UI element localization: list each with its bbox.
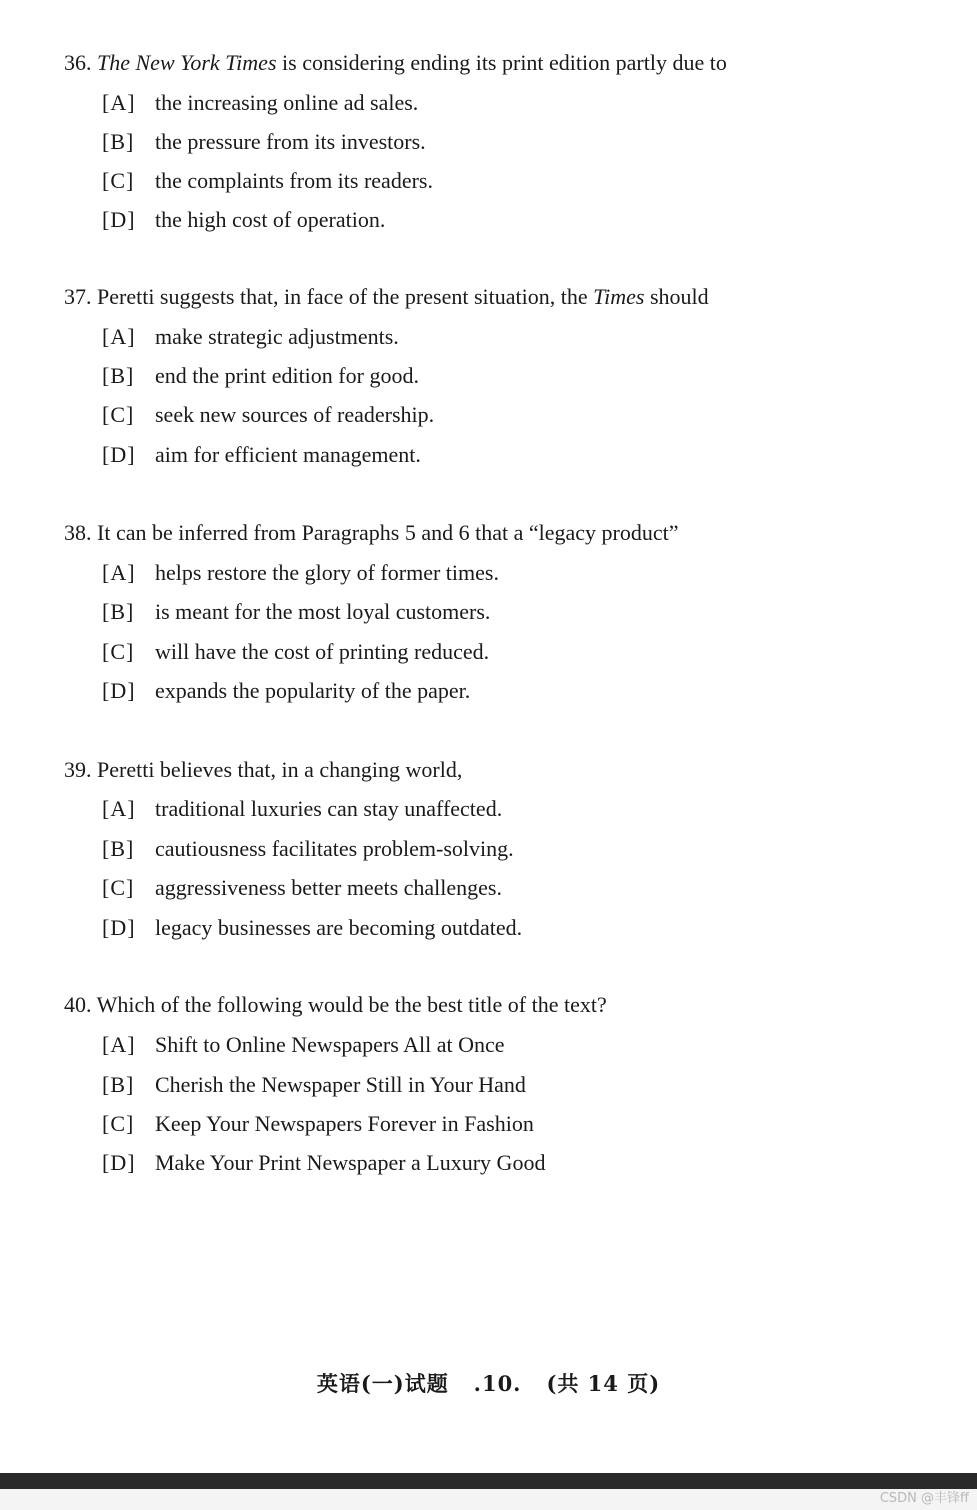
option-a: [A] traditional luxuries can stay unaffected. <box>102 796 503 821</box>
question-number: 37. <box>64 284 92 309</box>
question-number: 36. <box>64 50 92 75</box>
question-number: 40. <box>64 992 92 1017</box>
option-b: [B] is meant for the most loyal customers. <box>102 599 491 624</box>
option-c: [C] Keep Your Newspapers Forever in Fashion <box>102 1111 534 1136</box>
option-d: [D] Make Your Print Newspaper a Luxury Good <box>102 1150 546 1175</box>
footer-subject: 英语(一)试题 <box>316 1371 449 1396</box>
option-b: [B] the pressure from its investors. <box>102 129 426 154</box>
option-c: [C] will have the cost of printing reduced. <box>102 639 490 664</box>
question-stem: 40. Which of the following would be the best title of the text? <box>64 992 607 1017</box>
option-d: [D] the high cost of operation. <box>102 207 386 232</box>
watermark: CSDN @丰锋ff <box>879 1491 969 1506</box>
scan-edge-bar <box>0 1473 977 1489</box>
option-a: [A] Shift to Online Newspapers All at Once <box>102 1032 505 1057</box>
stem-italic: Times <box>593 284 645 309</box>
question-number: 39. <box>64 757 92 782</box>
question-stem: 37. Peretti suggests that, in face of the present situation, the Times should <box>64 284 709 309</box>
footer-total-pages: (共 14 页) <box>546 1371 661 1396</box>
option-d: [D] expands the popularity of the paper. <box>102 678 471 703</box>
question-stem: 39. Peretti believes that, in a changing world, <box>64 757 463 782</box>
bottom-strip <box>0 1489 977 1510</box>
option-a: [A] helps restore the glory of former times. <box>102 560 499 585</box>
footer-page-number: .10. <box>473 1371 522 1396</box>
question-stem: 38. It can be inferred from Paragraphs 5 and 6 that a “legacy product” <box>64 520 679 545</box>
option-c: [C] the complaints from its readers. <box>102 168 433 193</box>
question-number: 38. <box>64 520 92 545</box>
option-c: [C] aggressiveness better meets challenges. <box>102 875 502 900</box>
stem-text: is considering ending its print edition partly due to <box>276 50 727 75</box>
option-b: [B] cautiousness facilitates problem-solving. <box>102 836 514 861</box>
option-c: [C] seek new sources of readership. <box>102 402 435 427</box>
option-b: [B] end the print edition for good. <box>102 363 419 388</box>
option-b: [B] Cherish the Newspaper Still in Your Hand <box>102 1072 526 1097</box>
option-d: [D] legacy businesses are becoming outdated. <box>102 915 523 940</box>
stem-italic: The New York Times <box>97 50 277 75</box>
option-a: [A] the increasing online ad sales. <box>102 90 419 115</box>
option-d: [D] aim for efficient management. <box>102 442 421 467</box>
option-a: [A] make strategic adjustments. <box>102 324 399 349</box>
page-footer <box>0 1368 977 1398</box>
question-stem <box>64 50 727 76</box>
